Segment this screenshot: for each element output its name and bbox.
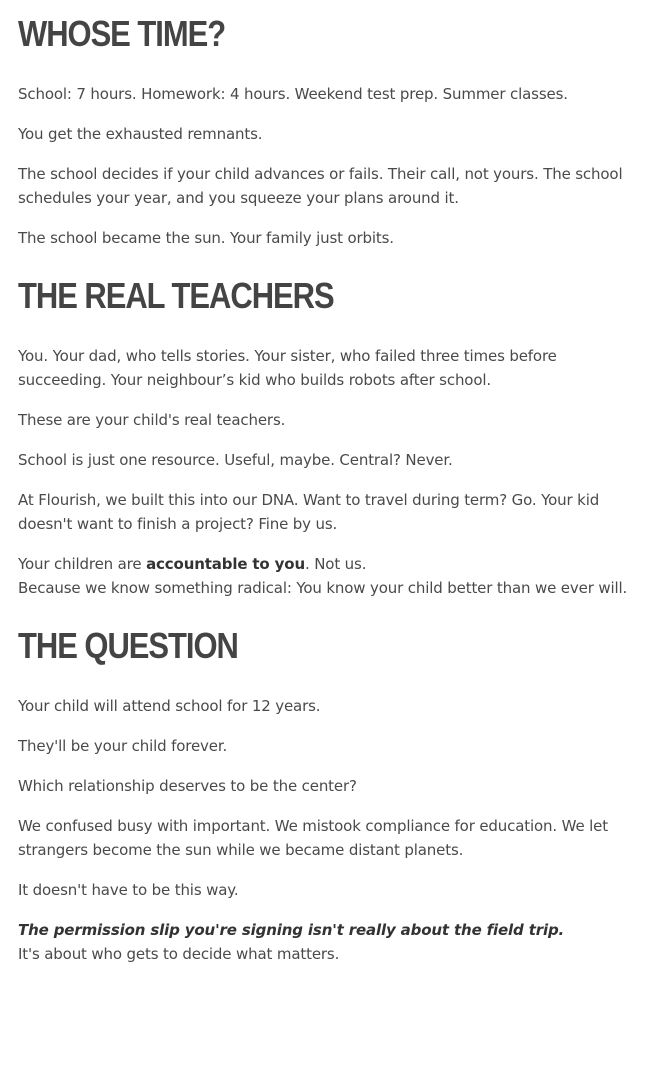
paragraph: The school became the sun. Your family just orbits. [18, 229, 394, 247]
paragraph-line: Because we know something radical: You know your child better than we ever will. [18, 579, 628, 597]
paragraph-line: It's about who gets to decide what matters. [18, 945, 340, 963]
bold-emphasis: accountable to you [146, 555, 305, 573]
section-heading-real-teachers: THE REAL TEACHERS [18, 275, 334, 316]
paragraph-line: We confused busy with important. We mistook compliance for education. We let [18, 817, 608, 835]
paragraph: You get the exhausted remnants. [18, 125, 263, 143]
paragraph-line: strangers become the sun while we became distant planets. [18, 841, 464, 859]
paragraph [18, 552, 648, 600]
paragraph: They'll be your child forever. [18, 737, 228, 755]
paragraph: Which relationship deserves to be the center? [18, 777, 357, 795]
paragraph [18, 162, 648, 210]
paragraph-line: doesn't want to finish a project? Fine by us. [18, 515, 338, 533]
paragraph: School is just one resource. Useful, maybe. Central? Never. [18, 451, 453, 469]
paragraph [18, 344, 648, 392]
text-fragment: Your children are [18, 555, 147, 573]
paragraph: School: 7 hours. Homework: 4 hours. Weekend test prep. Summer classes. [18, 85, 568, 103]
paragraph-line: The school decides if your child advances or fails. Their call, not yours. The school [18, 165, 623, 183]
paragraph: Your child will attend school for 12 years. [18, 697, 321, 715]
paragraph-line: At Flourish, we built this into our DNA. Want to travel during term? Go. Your kid [18, 491, 600, 509]
paragraph-line: You. Your dad, who tells stories. Your sister, who failed three times before [18, 347, 557, 365]
paragraph: It doesn't have to be this way. [18, 881, 239, 899]
paragraph-line: schedules your year, and you squeeze your plans around it. [18, 189, 459, 207]
paragraph: These are your child's real teachers. [18, 411, 286, 429]
paragraph [18, 918, 648, 966]
paragraph [18, 814, 648, 862]
paragraph-line [18, 552, 648, 576]
text-fragment: . Not us. [304, 555, 367, 573]
paragraph-line: succeeding. Your neighbour’s kid who builds robots after school. [18, 371, 491, 389]
article-body [18, 0, 648, 982]
section-heading-the-question: THE QUESTION [18, 625, 238, 666]
bold-italic-emphasis: The permission slip you're signing isn't really about the field trip. [18, 921, 565, 939]
section-heading-whose-time: WHOSE TIME? [18, 13, 226, 54]
paragraph [18, 488, 648, 536]
